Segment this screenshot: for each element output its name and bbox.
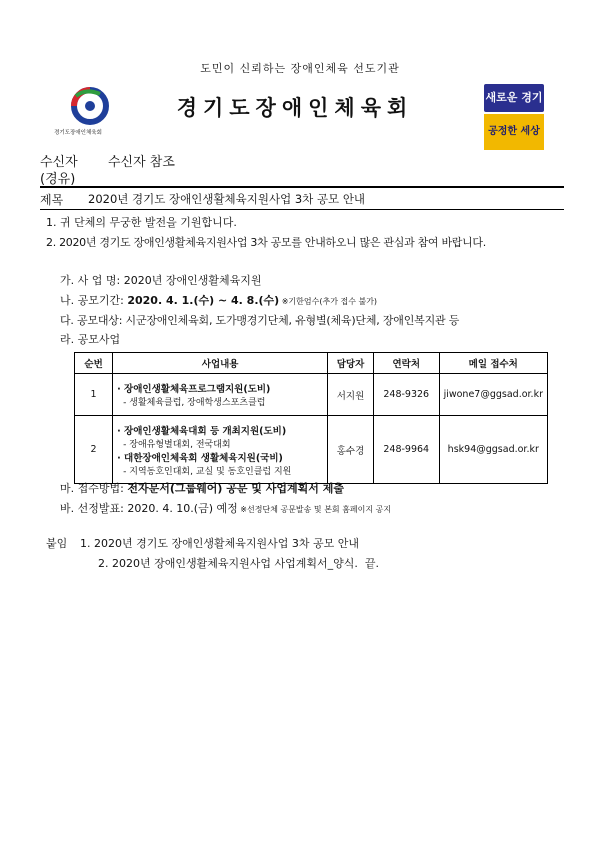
row-content	[113, 416, 328, 484]
row-content-line: - 장애유형별대회, 전국대회	[123, 439, 231, 450]
row-email: hsk94@ggsad.or.kr	[439, 416, 547, 484]
row-no: 2	[75, 416, 113, 484]
item-e	[60, 480, 344, 496]
table-header-row	[75, 353, 548, 374]
attachment-item-2-text: 2. 2020년 장애인생활체육지원사업 사업계획서_양식.	[98, 557, 358, 570]
item-e-value: 전자문서(그룹웨어) 공문 및 사업계획서 제출	[127, 482, 344, 495]
item-a-label: 가. 사 업 명:	[60, 274, 124, 287]
badge-bottom-text: 공정한 세상	[484, 114, 544, 150]
row-content-line: - 생활체육클럽, 장애학생스포츠클럽	[123, 398, 266, 408]
row-content-line: · 장애인생활체육프로그램지원(도비)	[117, 384, 271, 395]
row-manager: 홍수경	[328, 416, 374, 484]
item-c-label: 다. 공모대상:	[60, 314, 126, 327]
col-header-no: 순번	[75, 353, 113, 374]
table-row	[75, 374, 548, 416]
body-paragraph-2: 2. 2020년 경기도 장애인생활체육지원사업 3차 공모를 안내하오니 많은 관심과 참여 바랍니다.	[46, 236, 486, 249]
row-content-line: - 지역동호인대회, 교실 및 동호인클럽 지원	[123, 466, 292, 477]
item-b	[60, 292, 377, 308]
subject-rule	[40, 209, 564, 210]
row-manager: 서지원	[328, 374, 374, 416]
row-phone: 248-9326	[373, 374, 439, 416]
item-f-value: 2020. 4. 10.(금) 예정	[127, 502, 238, 515]
item-b-note: ※기한엄수(추가 접수 불가)	[279, 297, 378, 306]
item-f-note: ※선정단체 공문발송 및 본회 홈페이지 공지	[237, 505, 392, 514]
subject-label: 제목	[40, 193, 64, 207]
item-a	[60, 272, 261, 288]
item-b-value: 2020. 4. 1.(수) ~ 4. 8.(수)	[127, 294, 280, 307]
col-header-phone: 연락처	[373, 353, 439, 374]
recipient-label: 수신자	[40, 155, 78, 170]
recipient-value: 수신자 참조	[108, 155, 175, 170]
row-no: 1	[75, 374, 113, 416]
header-motto: 도민이 신뢰하는 장애인체육 선도기관	[200, 62, 400, 75]
header-rule	[40, 186, 564, 188]
table-row	[75, 416, 548, 484]
item-c-value: 시군장애인체육회, 도가맹경기단체, 유형별(체육)단체, 장애인복지관 등	[125, 314, 460, 327]
item-b-label: 나. 공모기간:	[60, 294, 128, 307]
logo-caption: 경기도장애인체육회	[54, 130, 102, 136]
col-header-content: 사업내용	[113, 353, 328, 374]
item-f-label: 바. 선정발표:	[60, 502, 128, 515]
attachment-item-1: 1. 2020년 경기도 장애인생활체육지원사업 3차 공모 안내	[80, 537, 359, 550]
col-header-email: 메일 접수처	[439, 353, 547, 374]
item-d: 라. 공모사업	[60, 333, 121, 346]
org-title: 경기도장애인체육회	[176, 96, 414, 120]
subject-value: 2020년 경기도 장애인생활체육지원사업 3차 공모 안내	[88, 192, 366, 206]
row-phone: 248-9964	[373, 416, 439, 484]
item-c	[60, 312, 459, 328]
program-table	[74, 352, 548, 484]
item-e-label: 마. 접수방법:	[60, 482, 128, 495]
slogan-badge	[484, 84, 544, 150]
row-content	[113, 374, 328, 416]
row-content-line: · 대한장애인체육회 생활체육지원(국비)	[117, 452, 283, 464]
item-a-value: 2020년 장애인생활체육지원	[123, 274, 262, 287]
end-mark: 끝.	[364, 557, 379, 570]
via-label: (경유)	[40, 172, 76, 187]
item-f	[60, 500, 391, 516]
row-content-line: · 장애인생활체육대회 등 개최지원(도비)	[117, 425, 287, 437]
attachment-item-2	[98, 555, 379, 571]
attachment-label: 붙임	[46, 537, 68, 550]
body-paragraph-1: 1. 귀 단체의 무궁한 발전을 기원합니다.	[46, 216, 237, 229]
col-header-manager: 담당자	[328, 353, 374, 374]
badge-top-text: 새로운 경기	[484, 84, 544, 112]
row-email: jiwone7@ggsad.or.kr	[439, 374, 547, 416]
